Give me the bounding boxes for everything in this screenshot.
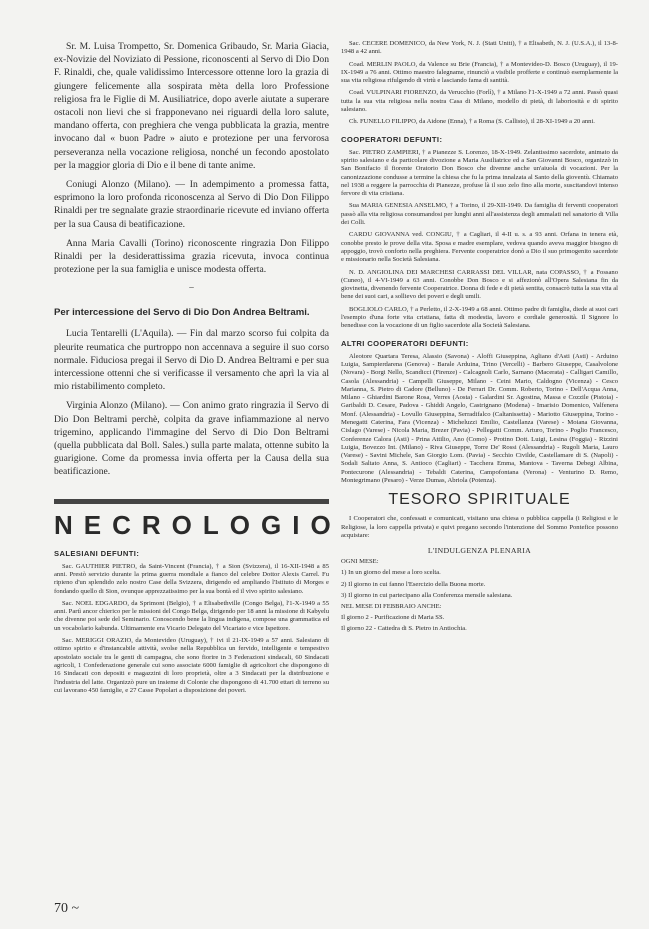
list-item: Il giorno 2 - Purificazione di Maria SS. [341,614,445,622]
obituary-entry: Coad. MERLIN PAOLO, da Valence su Brie (Francia), † a Montevideo-D. Bosco (Uruguay), il 19-IX-1949 a 76 anni. Ottimo maestro falegname, rinunciò a visibile profferte e continuò esemplarmente la sua vita religiosa rifulgendo di virtù e lasciando fama di santità. [341,60,618,85]
list-item: 1) In un giorno del mese a loro scelta. [341,569,441,577]
section-title: Per intercessione del Servo di Dio Don Andrea Beltrami. [54,307,310,319]
list-item: 3) Il giorno in cui partecipano alla Conferenza mensile salesiana. [341,591,513,599]
salesiani-heading: SALESIANI DEFUNTI: [54,548,140,558]
obituary-entry: Ch. FUNELLO FILIPPO, da Aidone (Enna), † a Roma (S. Callisto), il 28-XI-1949 a 20 anni. [349,118,595,126]
right-column [341,40,618,637]
left-column [54,40,342,699]
grace-paragraph: Virginia Alonzo (Milano). — Con animo grato ringrazia il Servo di Dio Don Beltrami perchè, colpita da grave infiammazione al nervo trigemino, applicando l'immagine del Servo di Dio Don Beltrami (quella pubblicata dal Boll. Sales.) sulla parte malata, ottenne subito la guarigione. Come da promessa invia offerta per la Causa della sua beatificazione. [54,400,329,478]
list-item: Il giorno 22 - Cattedra di S. Pietro in Antiochia. [341,625,467,633]
obituary-entry: Coad. VULPINARI FIORENZO, da Verucchio (Forlì), † a Milano l'1-X-1949 a 72 anni. Passò quasi tutta la sua vita religiosa nella nostra Casa di Milano, modello di pietà, di laboriosità e di spirito salesiano. [341,89,618,114]
grace-paragraph: Sr. M. Luisa Trompetto, Sr. Domenica Gribaudo, Sr. Maria Giacia, ex-Novizie del Noviziato di Pessione, riconoscenti al Servo di Dio Don F. Rinaldi, che, quale validissimo Intercessore ottenne loro la grazia di giungere felicemente alla sospirata mèta della loro Professione religiosa fra le Figlie di M. Ausiliatrice, dopo averle aiutate a superare ostacoli non lievi che si frapponevano nei riguardi della loro salute, mandano offerta, con preghiera che venga pubblicata la grazia, mentre invocano dal « buon Padre » aiuto e protezione per una fervorosa perseveranza nella vocazione religiosa, nonché un fecondo apostolato per la maggior gloria di Dio e il bene di tante anime. [54,41,329,171]
grace-paragraph: Lucia Tentarelli (L'Aquila). — Fin dal marzo scorso fui colpita da pleurite reumatica che purtroppo non accennava a seguire il suo corso normale. Fiduciosa pregai il Servo di Dio D. Andrea Beltrami e per sua intercessione ottenni che si verificasse il versamento che aprì la via al mio ristabilimento completo. [54,328,329,393]
indulgenza-heading: L'INDULGENZA PLENARIA [427,546,532,556]
tesoro-intro: I Cooperatori che, confessati e comunicati, visitano una chiesa o pubblica cappella (i Religiosi e le Religiose, la loro cappella privata) e quivi pregano secondo l'intenzione del Sommo Pontefice possono acquistare: [341,515,618,539]
grace-paragraph: Coniugi Alonzo (Milano). — In adempimento a promessa fatta, esprimono la loro profonda riconoscenza al Servo di Dio Don Filippo Rinaldi per tre segnalate grazie straordinarie ricevute ed inviano offerta per la sua Causa di beatificazione. [54,179,329,230]
tesoro-heading: TESORO SPIRITUALE [388,491,571,509]
cooperatori-heading: COOPERATORI DEFUNTI: [341,134,443,144]
necrologio-rule [54,499,329,504]
ogni-mese-label: OGNI MESE: [341,558,379,566]
cooperatori-list: Aleotore Quartara Teresa, Alassio (Savona) - Aloffi Giuseppina, Agliano d'Asti (Asti) - Arduino Luigia, Sampierdarena (Genova) - Barale Arduina, Trino (Vercelli) - Barbero Giuseppe, Casalvolone (Novara) - Borgi Nello, Scandicci (Firenze) - Calcagnoli Carlo, Sarnano (Macerata) - Calligari Camillo, Casola (Alessandria) - Campelli Giuseppe, Milano - Ceini Mario, Caldogno (Vicenza) - Cesco Marianna, S. Pietro di Cadore (Belluno) - De Ferrari Dr. Comm. Roberto, Torino - Dell'Acqua Anna, Milano - Ghiardini Barone Rosa, Verres (Aosta) - Galardini Sr. Agostina, Massa e Cozzile (Pistoia) - Garibaldi D. Cesare, Padova - Ghiddi Angelo, Castrignano (Modena) - Imarisio Domenico, Valfenera Monf. (Alessandria) - Lovullo Giuseppina, Serradifalco (Caltanissetta) - Mariotto Giuseppina, Torino - Menegatti Caterina, Fara (Vicenza) - Micheluzzi Emilio, Castellanza (Varese) - Moiana Giovanna, Cislago (Varese) - Nicola Maria, Brezer (Pavia) - Pellegatti Comm. Arturo, Torino - Poglio Francesco, Conferenze Calora (Asti) - Prina Attilio, Ano (Como) - Protino Dott. Luigi, Lesina (Foggia) - Rizzini Luigia, Bovezzo Int. (Milano) - Riva Giuseppe, Torre De' Rossi (Alessandria) - Rugoli Maria, Lauro (Varese) - Savini Michele, San Giorgio Lom. (Pavia) - Secchio Civilde, Castellamare di S. (Napoli) - Sodali Saltato Anna, S. Antioco (Cagliari) - Tacchera Emma, Mantova - Taverna Debegi Albina, Pontecurone (Alessandria) - Tebaldi Caterina, Campofontana (Verona) - Venturino D. Remo, Montegrimano (Pesaro) - Verze Dumas, Abriola (Potenza). [341,352,618,485]
obituary-entry: CARDU GIOVANNA ved. CONGIU, † a Cagliari, il 4-II u. s. a 93 anni. Orfana in tenera età, conobbe presto le prove della vita. Sposa e madre esemplare, vedova quando aveva maggior bisogno di appoggio, trovò conforto nella preghiera. Fervente cooperatrice donò a Dio il suo primogenito sacerdote e missionario nella Società Salesiana. [341,231,618,264]
obituary-entry: Sac. GAUTHIER PIETRO, da Saint-Vincent (Francia), † a Sion (Svizzera), il 16-XII-1948 a 85 anni. Prestò servizio durante la prima guerra mondiale a fianco del celebre Dottor Alexis Carrel. Fu ripieno d'un splendido zelo nostro Case della Svizzera, dirigendo ed ampliando l'Istituto di Morges e fondando quello di Sion, ovunque apprezzatissimo per la sua bontà ed il vivo spirito salesiano. [54,562,329,595]
obituary-entry: Sac. NOEL EDGARDO, da Sprimont (Belgio), † a Elisabethville (Congo Belga), l'1-X-1949 a 55 anni. Partì ancor chierico per le missioni del Congo Belga, dirigendo per 18 anni la missione di Kabyelu che divenne poi sede del Seminario. Conoscendo bene la lingua indigena, compose una grammatica ed un vocabolario kabunda. Ultimamente era Vicario Delegato del Vicariato e vice Ispettore. [54,599,329,632]
separator-dash: – [189,282,194,293]
page-number: 70 ~ [54,901,80,916]
obituary-entry: Sua MARIA GENESIA ANSELMO, † a Torino, il 29-XII-1949. Da famiglia di ferventi cooperatori passò alla vita religiosa consumandosi per lunghi anni all'assistenza degli ammalati nel sanatorio di Villa dei Colli. [341,202,618,227]
list-item: 2) Il giorno in cui fanno l'Esercizio della Buona morte. [341,580,486,588]
necrologio-heading: NECROLOGIO [54,509,342,540]
obituary-entry: Sac. MERIGGI ORAZIO, da Montevideo (Uruguay), † ivi il 21-IX-1949 a 57 anni. Salesiano di ottimo spirito e d'instancabile attività, svolse nella Repubblica un fervido, intelligente e tempestivo apostolato sociale tra le genti di campagna, che sono fiorire in 3 Federazioni sindacali, 60 Sindacati agricoli, 1 Confederazione generale cui sono associate 6000 famiglie di agricoltori che dispongono di 16 Sindacati con depositi e magazzini di loro proprietà, oltre a 3 Sindacati per la distribuzione e l'industria del latte. Organizzò pure un insieme di Colonie che dispongono di 41.700 ettari di terreno su cui lavorano 450 famiglie, e 27 Casse Popolari a disposizione dei poveri. [54,637,329,694]
altri-cooperatori-heading: ALTRI COOPERATORI DEFUNTI: [341,338,469,348]
obituary-entry: BOGLIOLO CARLO, † a Perletto, il 2-X-1949 a 68 anni. Ottimo padre di famiglia, diede ai suoi cari l'esempio d'una forte vita cristiana, fatta di modestia, lavoro e cordiale generosità. Il Signore lo benedisse con la vocazione di un figlio sacerdote alla Società Salesiana. [341,305,618,330]
obituary-entry: Sac. PIETRO ZAMPIERI, † a Pianezze S. Lorenzo, 18-X-1949. Zelantissimo sacerdote, animato da spirito salesiano e da particolare divozione a Maria Ausiliatrice ed a San Giovanni Bosco, organizzò in San Bonifacio il fiorente Oratorio Don Bosco che divenne anche un'aiuola di vocazioni. Per la canonizzazione condusse a termine la chiesa che fu la prima innalzata al Santo della gioventù. Chiamato nel 1938 a reggere la parrocchia di Pianezze, profuse là il suo zelo fino alla morte, suscitandovi intenso fervore di vita cristiana. [341,148,618,198]
obituary-entry: N. D. ANGIOLINA DEI MARCHESI CARRASSI DEL VILLAR, nata COPASSO, † a Fossano (Cuneo), il 4-VI-1949 a 63 anni. Conobbe Don Bosco e si affezionò all'Opera Salesiana fin da giovinetta, divenendo fervente Cooperatrice. Donna di fede e di pietà sentita, consacrò tutta la sua vita al bene dei suoi cari, a sollievo dei poveri e degli umili. [341,268,618,301]
grace-paragraph: Anna Maria Cavalli (Torino) riconoscente ringrazia Don Filippo Rinaldi per la desiderattissima grazia ricevuta, invoca continua protezione per la sua famiglia e unisce modesta offerta. [54,237,329,276]
nel-mese-label: NEL MESE DI FEBBRAIO ANCHE: [341,603,442,611]
obituary-entry: Sac. CECERE DOMENICO, da New York, N. J. (Stati Uniti), † a Elisabeth, N. J. (U.S.A.), il 13-8-1948 a 42 anni. [341,40,618,56]
